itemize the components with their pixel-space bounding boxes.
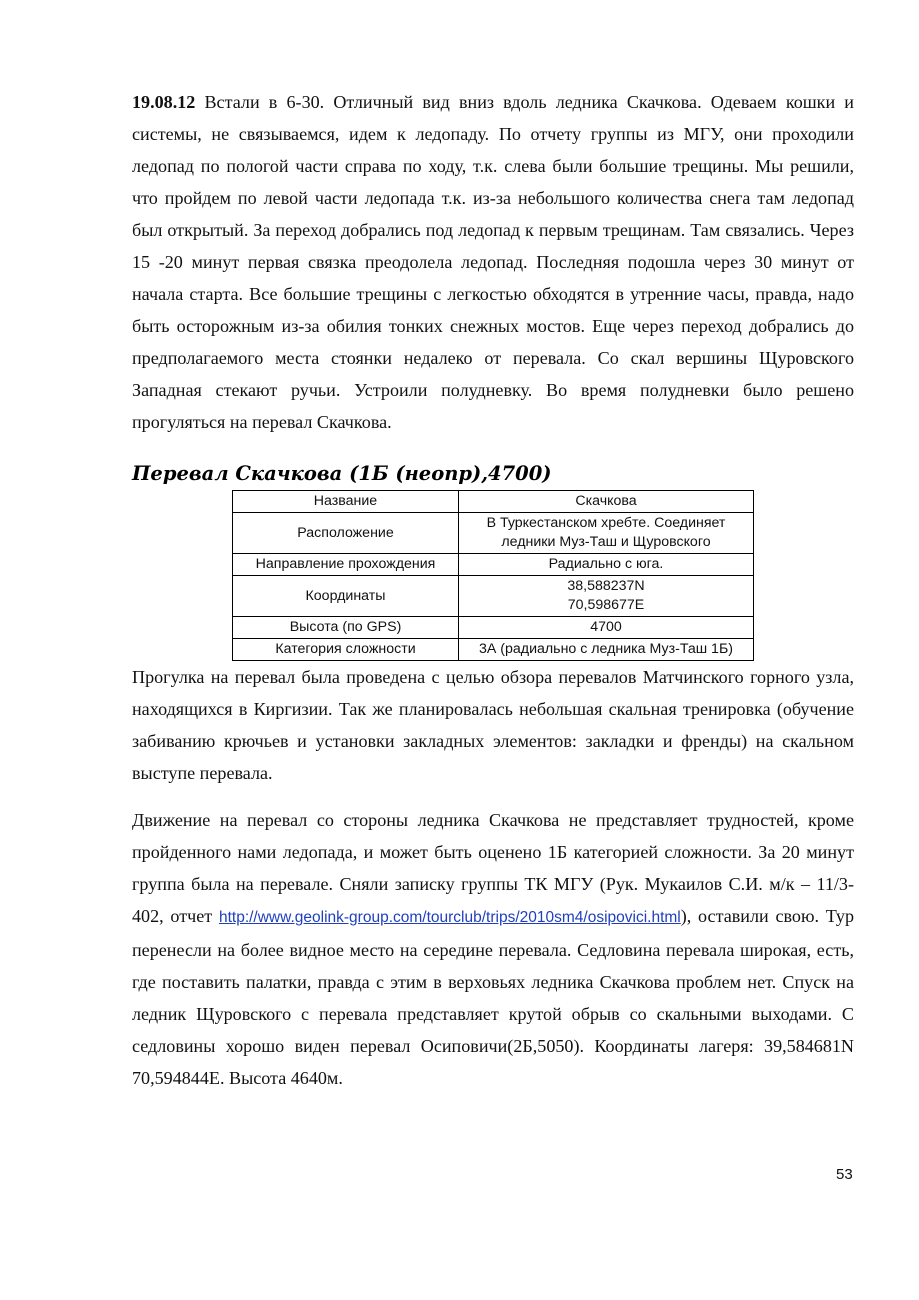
purpose-paragraph: Прогулка на перевал была проведена с целью обзора перевалов Матчинского горного узла, находящихся в Киргизии. Так же планировалась небольшая скальная тренировка (обучение забиванию крючьев и установки закладных элементов: закладки и френды) на скальном выступе перевала. xyxy=(132,667,854,783)
table-row xyxy=(233,617,754,639)
report-link[interactable]: http://www.geolink-group.com/tourclub/trips/2010sm4/osipovici.html xyxy=(218,909,681,926)
ascent-text-after-link: ), оставили свою. Тур перенесли на более видное место на середине перевала. Седловина перевала широкая, есть, где поставить палатки, правда с этим в верховьях ледника Скачкова проблем нет. Спуск на ледник Щуровского с перевала представляет крутой обрыв со скальными выходами. С седловины хорошо виден перевал Осиповичи(2Б,5050). Координаты лагеря: 39,584681N 70,594844E. Высота 4640м. xyxy=(132,906,855,1088)
table-value-line: 4700 xyxy=(590,619,622,635)
table-value-cell xyxy=(459,554,754,576)
table-row xyxy=(233,491,754,513)
table-value-line: Радиально с юга. xyxy=(548,556,664,572)
table-row xyxy=(233,639,754,661)
ascent-paragraph xyxy=(132,804,854,1094)
table-value-line: 3А (радиально с ледника Муз-Таш 1Б) xyxy=(479,641,733,657)
ascent-text-before-link: Движение на перевал со стороны ледника Скачкова не представляет трудностей, кроме пройденного нами ледопада, и может быть оценено 1Б категорией сложности. За 20 минут группа была на перевале. Сняли записку группы ТК МГУ (Рук. Мукаилов С.И. м/к – 11/3-402, отчет xyxy=(132,810,854,926)
table-row xyxy=(233,554,754,576)
table-value-cell xyxy=(459,491,754,513)
table-key-cell: Расположение xyxy=(233,513,459,554)
table-value-cell xyxy=(459,639,754,661)
table-value-line: ледники Муз-Таш и Щуровского xyxy=(501,534,711,550)
entry-text: Встали в 6-30. Отличный вид вниз вдоль ледника Скачкова. Одеваем кошки и системы, не связываемся, идем к ледопаду. По отчету группы из МГУ, они проходили ледопад по пологой части справа по ходу, т.к. слева были большие трещины. Мы решили, что пройдем по левой части ледопада т.к. из-за небольшого количества снега там ледопад был открытый. За переход добрались под ледопад к первым трещинам. Там связались. Через 15 -20 минут первая связка преодолела ледопад. Последняя подошла через 30 минут от начала старта. Все большие трещины с легкостью обходятся в утренние часы, правда, надо быть осторожным из-за обилия тонких снежных мостов. Еще через переход добрались до предполагаемого места стоянки недалеко от перевала. Со скал вершины Щуровского Западная стекают ручьи. Устроили полудневку. Во время полудневки было решено прогуляться на перевал Скачкова. xyxy=(132,92,854,432)
document-page xyxy=(132,86,854,1094)
section-title: Перевал Скачкова (1Б (неопр),4700) xyxy=(132,462,552,485)
table-key-cell: Высота (по GPS) xyxy=(233,617,459,639)
table-value-cell xyxy=(459,617,754,639)
table-key-cell: Направление прохождения xyxy=(233,554,459,576)
pass-info-table xyxy=(232,490,754,661)
table-row xyxy=(233,576,754,617)
page-number: 53 xyxy=(836,1166,853,1183)
table-key-cell: Название xyxy=(233,491,459,513)
table-value-line: 38,588237N xyxy=(567,578,645,594)
table-key-cell: Координаты xyxy=(233,576,459,617)
table-row xyxy=(233,513,754,554)
table-key-cell: Категория сложности xyxy=(233,639,459,661)
table-value-line: В Туркестанском хребте. Соединяет xyxy=(486,515,726,531)
table-value-line: Скачкова xyxy=(575,493,637,509)
entry-date: 19.08.12 xyxy=(132,92,196,112)
table-value-cell xyxy=(459,576,754,617)
table-value-cell xyxy=(459,513,754,554)
diary-entry-paragraph xyxy=(132,86,854,438)
table-value-line: 70,598677E xyxy=(567,597,645,613)
